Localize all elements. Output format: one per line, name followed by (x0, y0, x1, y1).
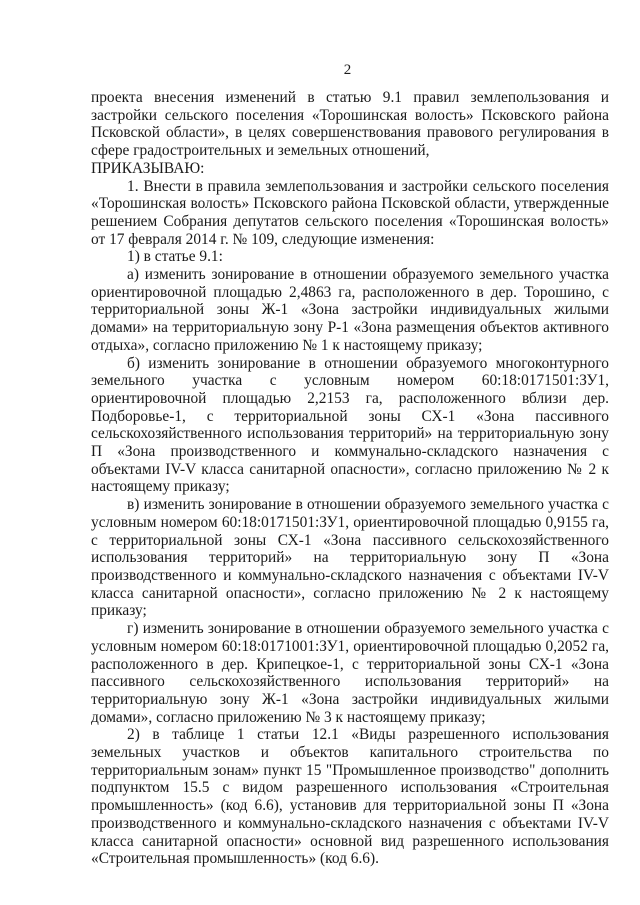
point-a-paragraph: а) изменить зонирование в отношении образуемого земельного участка ориентировочной площадью 2,4863 га, расположенного в дер. Торошино, с территориальной зоны Ж-1 «Зона застройки индивидуальных жилыми домами» на территориальную зону Р-1 «Зона размещения объектов активного отдыха», согласно приложению № 1 к настоящему приказу; (91, 266, 609, 354)
point-g-paragraph: г) изменить зонирование в отношении образуемого земельного участка с условным номером 60:18:0171001:ЗУ1, ориентировочной площадью 0,2052 га, расположенного в дер. Крипецкое-1, с территориальной зоны СХ-1 «Зона пассивного сельскохозяйственного использования территорий» на территориальную зону Ж-1 «Зона застройки индивидуальных жилыми домами», согласно приложению № 3 к настоящему приказу; (91, 620, 609, 726)
point-b-paragraph: б) изменить зонирование в отношении образуемого многоконтурного земельного участка с условным номером 60:18:0171501:ЗУ1, ориентировочной площадью 2,2153 га, расположенного вблизи дер. Подборовье-1, с территориальной зоны СХ-1 «Зона пассивного сельскохозяйственного использования территорий» на территориальную зону П «Зона производственного и коммунально-складского назначения с объектами IV-V класса санитарной опасности», согласно приложению № 2 к настоящему приказу; (91, 354, 609, 496)
page-number: 2 (343, 62, 352, 78)
subitem-1-paragraph: 1) в статье 9.1: (127, 248, 223, 266)
order-heading: ПРИКАЗЫВАЮ: (91, 159, 205, 177)
subitem-2-paragraph: 2) в таблице 1 статьи 12.1 «Виды разрешенного использования земельных участков и объектов капитального строительства по территориальным зонам» пункт 15 "Промышленное производство" дополнить подпунктом 15.5 с видом разрешенного использования «Строительная промышленность» (код 6.6), установив для территориальной зоны П «Зона производственного и коммунально-складского назначения с объектами IV-V класса санитарной опасности» основной вид разрешенного использования «Строительная промышленность» (код 6.6). (91, 726, 609, 868)
item-1-paragraph: 1. Внести в правила землепользования и застройки сельского поселения «Торошинская волость» Псковского района Псковской области, утвержденные решением Собрания депутатов сельского поселения «Торошинская волость» от 17 февраля 2014 г. № 109, следующие изменения: (91, 177, 609, 248)
point-v-paragraph: в) изменить зонирование в отношении образуемого земельного участка с условным номером 60:18:0171501:ЗУ1, ориентировочной площадью 0,9155 га, с территориальной зоны СХ-1 «Зона пассивного сельскохозяйственного использования территорий» на территориальную зону П «Зона производственного и коммунально-складского назначения с объектами IV-V класса санитарной опасности», согласно приложению № 2 к настоящему приказу; (91, 496, 609, 620)
document-body (91, 89, 609, 868)
intro-paragraph: проекта внесения изменений в статью 9.1 правил землепользования и застройки сельского поселения «Торошинская волость» Псковского района Псковской области», в целях совершенствования правового регулирования в сфере градостроительных и земельных отношений, (91, 89, 609, 160)
